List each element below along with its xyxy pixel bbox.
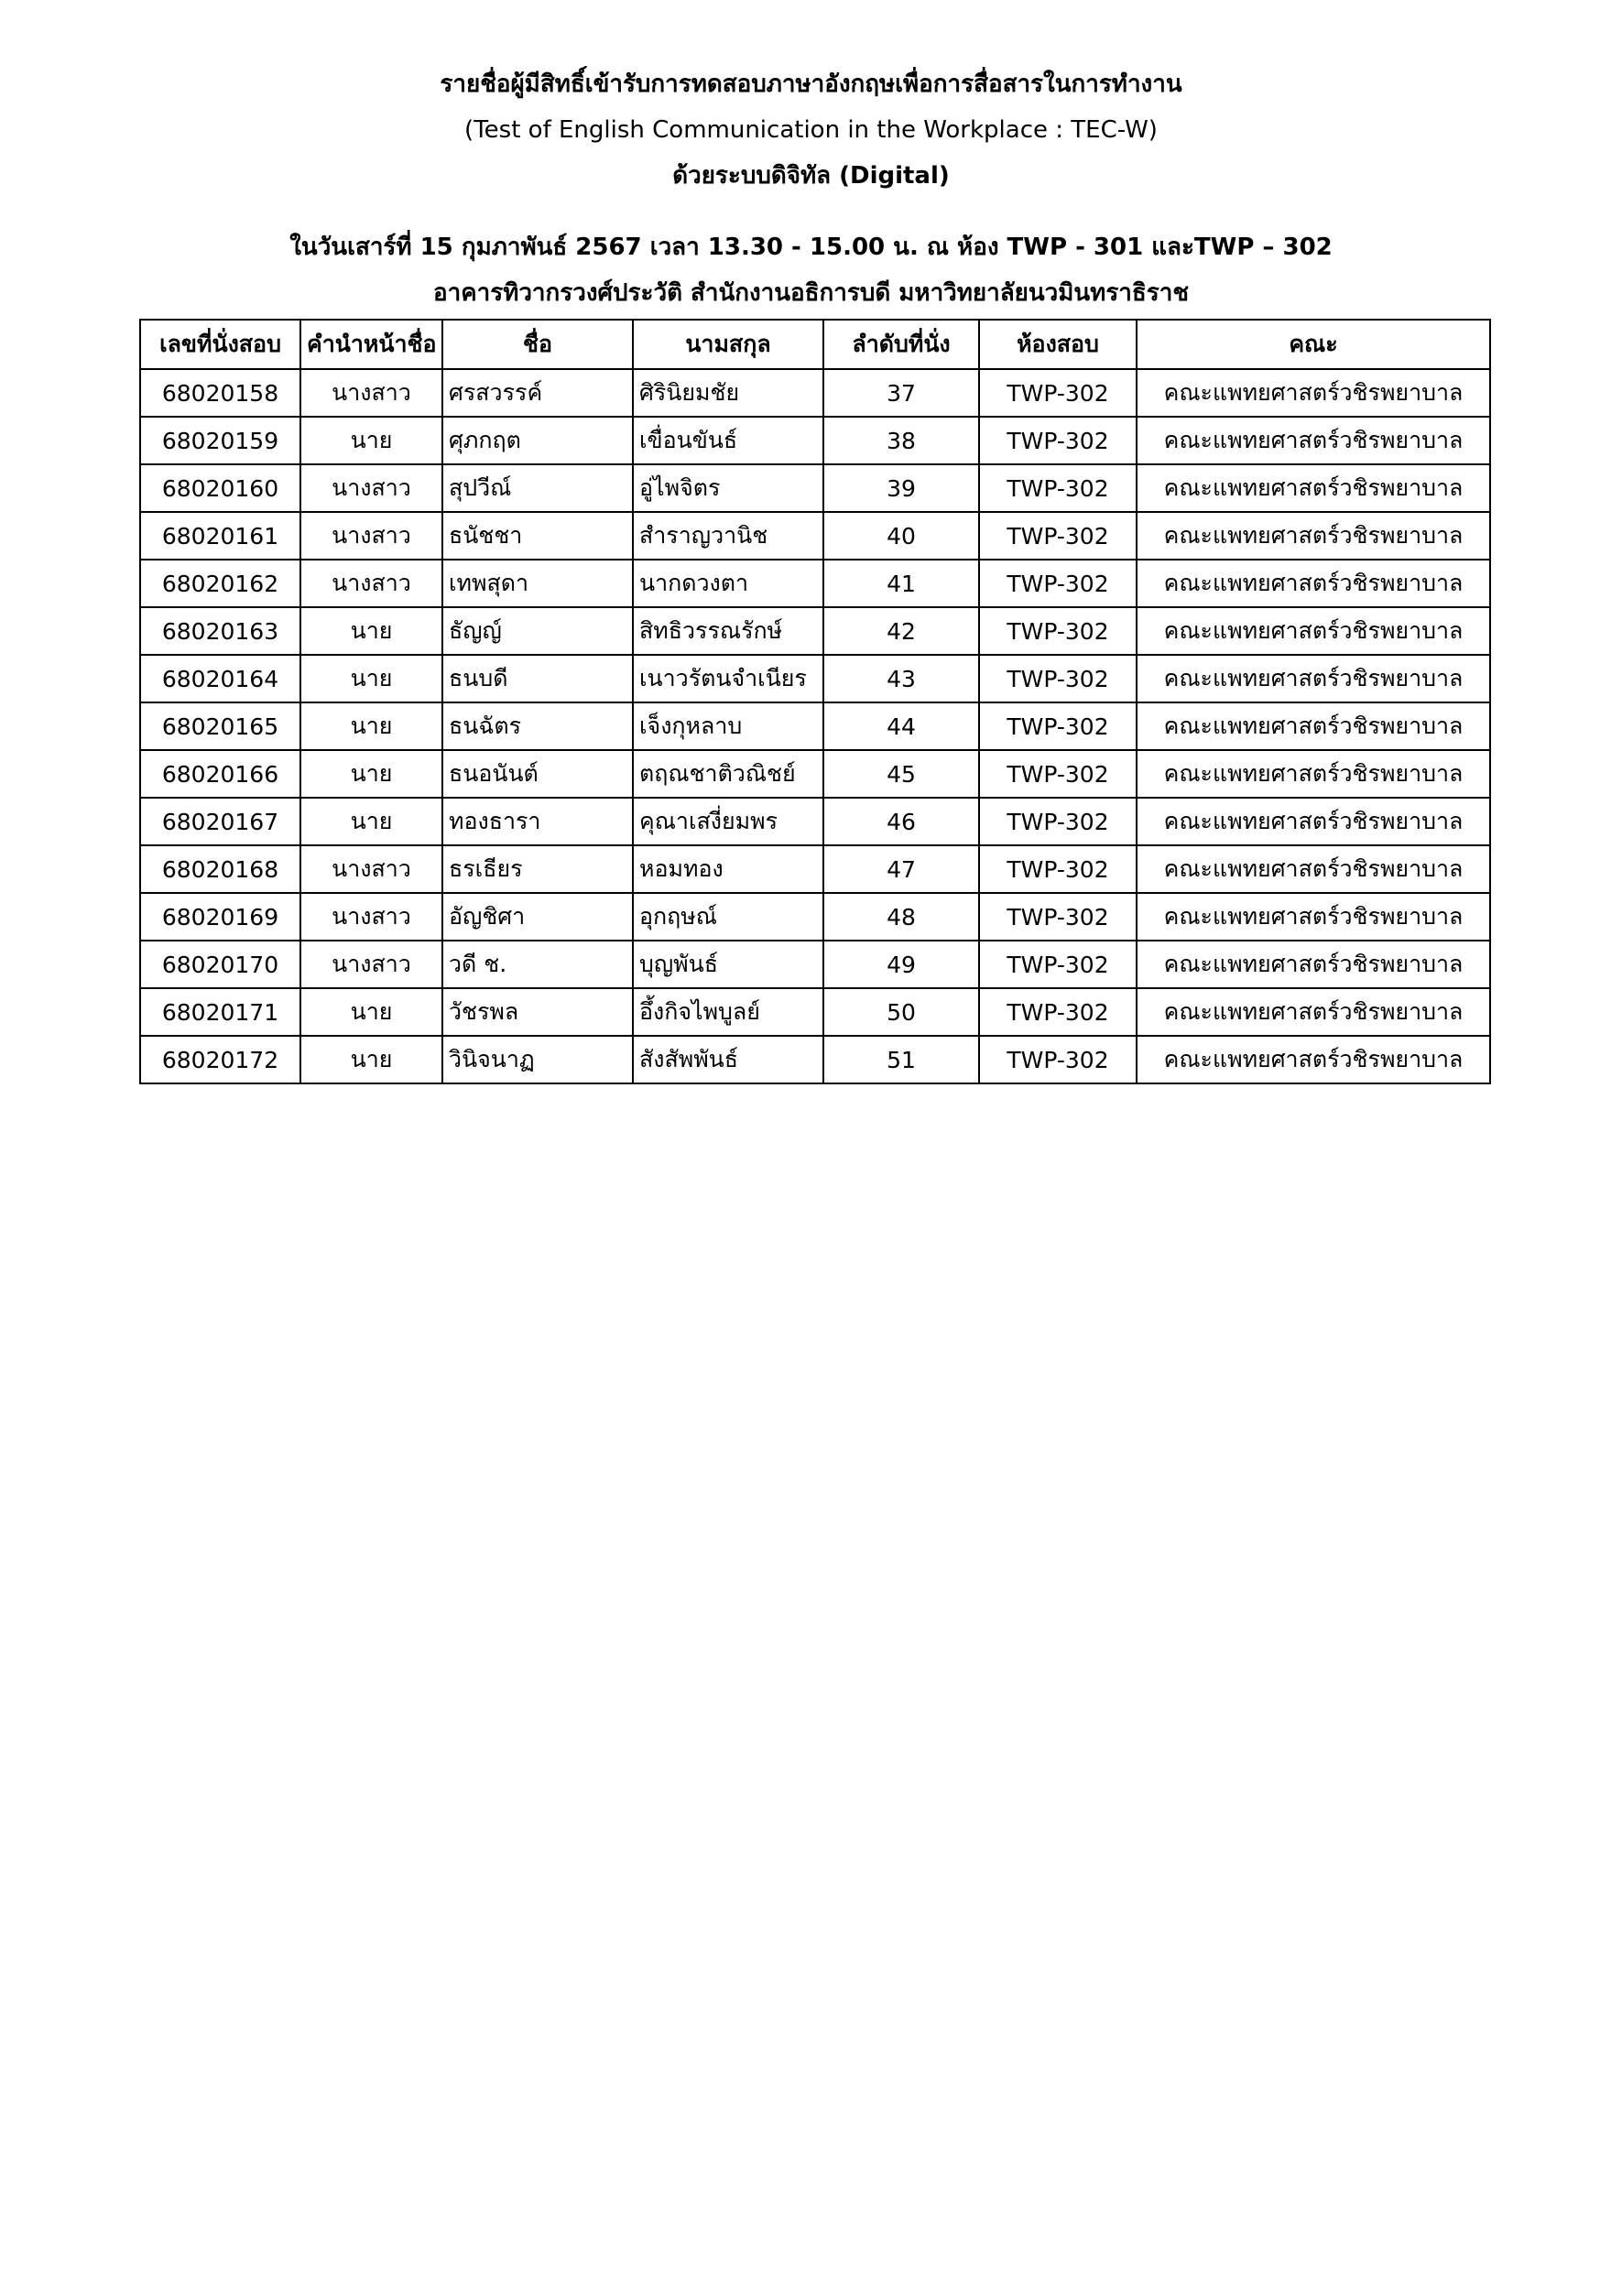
table-body: [140, 369, 1490, 1083]
table-row: [140, 464, 1490, 512]
seat-order-cell: 40: [823, 512, 979, 560]
last-name-cell: ศิรินิยมชัย: [633, 369, 823, 417]
name-title-cell: นาย: [300, 750, 442, 798]
table-row: [140, 607, 1490, 655]
seat-order-cell: 51: [823, 1036, 979, 1083]
faculty-cell: คณะแพทยศาสตร์วชิรพยาบาล: [1137, 893, 1490, 941]
seat-order-cell: 50: [823, 988, 979, 1036]
header-last-name: นามสกุล: [633, 320, 823, 369]
seat-number-cell: 68020161: [140, 512, 300, 560]
last-name-cell: ตฤณชาติวณิชย์: [633, 750, 823, 798]
seat-number-cell: 68020160: [140, 464, 300, 512]
faculty-cell: คณะแพทยศาสตร์วชิรพยาบาล: [1137, 464, 1490, 512]
faculty-cell: คณะแพทยศาสตร์วชิรพยาบาล: [1137, 702, 1490, 750]
name-title-cell: นางสาว: [300, 941, 442, 988]
faculty-cell: คณะแพทยศาสตร์วชิรพยาบาล: [1137, 369, 1490, 417]
last-name-cell: หอมทอง: [633, 845, 823, 893]
exam-room-cell: TWP-302: [979, 417, 1137, 464]
first-name-cell: ธนัชชา: [442, 512, 633, 560]
first-name-cell: ธัญญ์: [442, 607, 633, 655]
seat-order-cell: 49: [823, 941, 979, 988]
last-name-cell: เขื่อนขันธ์: [633, 417, 823, 464]
exam-room-cell: TWP-302: [979, 845, 1137, 893]
faculty-cell: คณะแพทยศาสตร์วชิรพยาบาล: [1137, 607, 1490, 655]
last-name-cell: เจ็งกุหลาบ: [633, 702, 823, 750]
seat-number-cell: 68020158: [140, 369, 300, 417]
seat-number-cell: 68020168: [140, 845, 300, 893]
seat-order-cell: 47: [823, 845, 979, 893]
exam-venue: อาคารทิวากรวงศ์ประวัติ สำนักงานอธิการบดี มหาวิทยาลัยนวมินทราธิราช: [433, 279, 1189, 307]
name-title-cell: นางสาว: [300, 464, 442, 512]
name-title-cell: นางสาว: [300, 512, 442, 560]
seat-number-cell: 68020159: [140, 417, 300, 464]
exam-room-cell: TWP-302: [979, 607, 1137, 655]
header-seat-number: เลขที่นั่งสอบ: [140, 320, 300, 369]
header-exam-room: ห้องสอบ: [979, 320, 1137, 369]
first-name-cell: ธนอนันต์: [442, 750, 633, 798]
seat-order-cell: 37: [823, 369, 979, 417]
table-row: [140, 798, 1490, 845]
faculty-cell: คณะแพทยศาสตร์วชิรพยาบาล: [1137, 988, 1490, 1036]
first-name-cell: ธรเธียร: [442, 845, 633, 893]
table-row: [140, 369, 1490, 417]
seat-order-cell: 48: [823, 893, 979, 941]
exam-room-cell: TWP-302: [979, 512, 1137, 560]
table-header: [140, 320, 1490, 369]
exam-room-cell: TWP-302: [979, 1036, 1137, 1083]
name-title-cell: นาย: [300, 702, 442, 750]
last-name-cell: อู่ไพจิตร: [633, 464, 823, 512]
table-row: [140, 417, 1490, 464]
header-title: คำนำหน้าชื่อ: [300, 320, 442, 369]
last-name-cell: อึ้งกิจไพบูลย์: [633, 988, 823, 1036]
table-row: [140, 941, 1490, 988]
faculty-cell: คณะแพทยศาสตร์วชิรพยาบาล: [1137, 512, 1490, 560]
title-line-digital: ด้วยระบบดิจิทัล (Digital): [672, 162, 950, 190]
last-name-cell: นากดวงตา: [633, 560, 823, 607]
faculty-cell: คณะแพทยศาสตร์วชิรพยาบาล: [1137, 1036, 1490, 1083]
exam-room-cell: TWP-302: [979, 369, 1137, 417]
first-name-cell: วดี ช.: [442, 941, 633, 988]
first-name-cell: ธนบดี: [442, 655, 633, 702]
seat-number-cell: 68020163: [140, 607, 300, 655]
header-first-name: ชื่อ: [442, 320, 633, 369]
exam-room-cell: TWP-302: [979, 750, 1137, 798]
seat-order-cell: 46: [823, 798, 979, 845]
first-name-cell: วินิจนาฏ: [442, 1036, 633, 1083]
name-title-cell: นาย: [300, 417, 442, 464]
faculty-cell: คณะแพทยศาสตร์วชิรพยาบาล: [1137, 417, 1490, 464]
table-row: [140, 750, 1490, 798]
examinee-table: [139, 319, 1491, 1084]
name-title-cell: นาย: [300, 988, 442, 1036]
table-row: [140, 560, 1490, 607]
exam-room-cell: TWP-302: [979, 702, 1137, 750]
name-title-cell: นางสาว: [300, 369, 442, 417]
name-title-cell: นางสาว: [300, 845, 442, 893]
first-name-cell: อัญชิศา: [442, 893, 633, 941]
faculty-cell: คณะแพทยศาสตร์วชิรพยาบาล: [1137, 750, 1490, 798]
seat-order-cell: 44: [823, 702, 979, 750]
exam-room-cell: TWP-302: [979, 941, 1137, 988]
seat-number-cell: 68020165: [140, 702, 300, 750]
seat-number-cell: 68020169: [140, 893, 300, 941]
name-title-cell: นาย: [300, 607, 442, 655]
first-name-cell: ธนฉัตร: [442, 702, 633, 750]
table-header-row: [140, 320, 1490, 369]
title-line-thai: รายชื่อผู้มีสิทธิ์เข้ารับการทดสอบภาษาอังกฤษเพื่อการสื่อสารในการทำงาน: [440, 71, 1182, 98]
seat-number-cell: 68020164: [140, 655, 300, 702]
exam-room-cell: TWP-302: [979, 464, 1137, 512]
table-row: [140, 512, 1490, 560]
table-row: [140, 845, 1490, 893]
exam-room-cell: TWP-302: [979, 560, 1137, 607]
faculty-cell: คณะแพทยศาสตร์วชิรพยาบาล: [1137, 941, 1490, 988]
table-row: [140, 702, 1490, 750]
first-name-cell: ทองธารา: [442, 798, 633, 845]
first-name-cell: สุปวีณ์: [442, 464, 633, 512]
exam-room-cell: TWP-302: [979, 798, 1137, 845]
seat-number-cell: 68020167: [140, 798, 300, 845]
first-name-cell: เทพสุดา: [442, 560, 633, 607]
faculty-cell: คณะแพทยศาสตร์วชิรพยาบาล: [1137, 845, 1490, 893]
last-name-cell: เนาวรัตนจำเนียร: [633, 655, 823, 702]
seat-order-cell: 42: [823, 607, 979, 655]
seat-order-cell: 45: [823, 750, 979, 798]
last-name-cell: คุณาเสงี่ยมพร: [633, 798, 823, 845]
first-name-cell: ศรสวรรค์: [442, 369, 633, 417]
faculty-cell: คณะแพทยศาสตร์วชิรพยาบาล: [1137, 798, 1490, 845]
exam-room-cell: TWP-302: [979, 893, 1137, 941]
table-row: [140, 893, 1490, 941]
seat-order-cell: 38: [823, 417, 979, 464]
seat-number-cell: 68020172: [140, 1036, 300, 1083]
title-line-english: (Test of English Communication in the Workplace : TEC-W): [464, 116, 1158, 144]
faculty-cell: คณะแพทยศาสตร์วชิรพยาบาล: [1137, 560, 1490, 607]
last-name-cell: สังสัพพันธ์: [633, 1036, 823, 1083]
seat-order-cell: 43: [823, 655, 979, 702]
first-name-cell: วัชรพล: [442, 988, 633, 1036]
last-name-cell: อุกฤษณ์: [633, 893, 823, 941]
table-row: [140, 1036, 1490, 1083]
name-title-cell: นาย: [300, 655, 442, 702]
seat-order-cell: 41: [823, 560, 979, 607]
name-title-cell: นางสาว: [300, 560, 442, 607]
last-name-cell: บุญพันธ์: [633, 941, 823, 988]
name-title-cell: นาย: [300, 1036, 442, 1083]
header-faculty: คณะ: [1137, 320, 1490, 369]
first-name-cell: ศุภกฤต: [442, 417, 633, 464]
seat-number-cell: 68020162: [140, 560, 300, 607]
header-seat-order: ลำดับที่นั่ง: [823, 320, 979, 369]
last-name-cell: สิทธิวรรณรักษ์: [633, 607, 823, 655]
name-title-cell: นาย: [300, 798, 442, 845]
name-title-cell: นางสาว: [300, 893, 442, 941]
seat-number-cell: 68020170: [140, 941, 300, 988]
exam-date-time-room: ในวันเสาร์ที่ 15 กุมภาพันธ์ 2567 เวลา 13.30 - 15.00 น. ณ ห้อง TWP - 301 และTWP – 302: [289, 234, 1333, 261]
exam-room-cell: TWP-302: [979, 655, 1137, 702]
table-row: [140, 655, 1490, 702]
seat-number-cell: 68020171: [140, 988, 300, 1036]
seat-number-cell: 68020166: [140, 750, 300, 798]
faculty-cell: คณะแพทยศาสตร์วชิรพยาบาล: [1137, 655, 1490, 702]
seat-order-cell: 39: [823, 464, 979, 512]
exam-room-cell: TWP-302: [979, 988, 1137, 1036]
last-name-cell: สำราญวานิช: [633, 512, 823, 560]
table-row: [140, 988, 1490, 1036]
